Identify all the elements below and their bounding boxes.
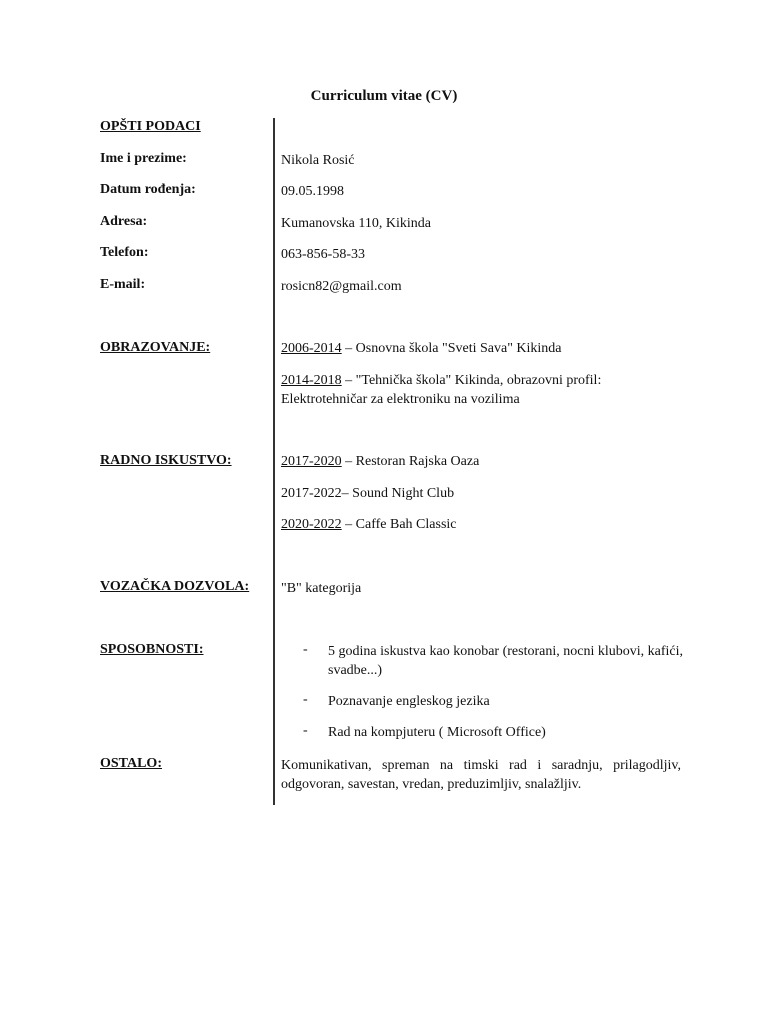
- section-license-label: VOZAČKA DOZVOLA:: [100, 579, 250, 594]
- experience-text: 2017-2022– Sound Night Club: [281, 486, 455, 501]
- bullet-dash: -: [303, 642, 308, 657]
- section-other-label: OSTALO:: [100, 756, 162, 771]
- education-years: 2014-2018: [281, 373, 342, 388]
- experience-text: – Restoran Rajska Oaza: [341, 454, 480, 469]
- section-skills-label: SPOSOBNOSTI:: [100, 642, 204, 657]
- experience-years: 2020-2022: [281, 517, 342, 532]
- section-general-label: OPŠTI PODACI: [100, 119, 201, 134]
- experience-item: [281, 515, 457, 534]
- column-divider: [273, 118, 275, 805]
- experience-item: [281, 452, 479, 471]
- label-full-name: Ime i prezime:: [100, 151, 187, 166]
- skill-item: Poznavanje engleskog jezika: [328, 694, 490, 709]
- bullet-dash: -: [303, 723, 308, 738]
- experience-item: [281, 484, 454, 503]
- document-title: Curriculum vitae (CV): [310, 88, 458, 104]
- label-email: E-mail:: [100, 277, 146, 292]
- value-email: rosicn82@gmail.com: [281, 279, 402, 294]
- section-education-label: OBRAZOVANJE:: [100, 340, 211, 355]
- bullet-dash: -: [303, 692, 308, 707]
- label-birth-date: Datum rođenja:: [100, 182, 196, 197]
- value-birth-date: 09.05.1998: [281, 184, 344, 199]
- education-item: [281, 371, 661, 409]
- label-address: Adresa:: [100, 214, 148, 229]
- education-text: – "Tehnička škola" Kikinda, obrazovni profil: Elektrotehničar za elektroniku na vozilima: [281, 373, 602, 407]
- value-full-name: Nikola Rosić: [281, 153, 355, 168]
- experience-text: – Caffe Bah Classic: [341, 517, 457, 532]
- experience-years: 2017-2020: [281, 454, 342, 469]
- value-address: Kumanovska 110, Kikinda: [281, 216, 431, 231]
- education-years: 2006-2014: [281, 341, 342, 356]
- skill-item: Rad na kompjuteru ( Microsoft Office): [328, 725, 546, 740]
- value-license: "B" kategorija: [281, 581, 362, 596]
- label-phone: Telefon:: [100, 245, 149, 260]
- skill-item: 5 godina iskustva kao konobar (restorani, nocni klubovi, kafići, svadbe...): [328, 644, 683, 678]
- education-text: – Osnovna škola "Sveti Sava" Kikinda: [341, 341, 562, 356]
- section-experience-label: RADNO ISKUSTVO:: [100, 453, 232, 468]
- value-phone: 063-856-58-33: [281, 247, 365, 262]
- education-item: [281, 339, 681, 358]
- value-other: Komunikativan, spreman na timski rad i saradnju, prilagodljiv, odgovoran, savestan, vredan, preduzimljiv, snalažljiv.: [281, 758, 681, 792]
